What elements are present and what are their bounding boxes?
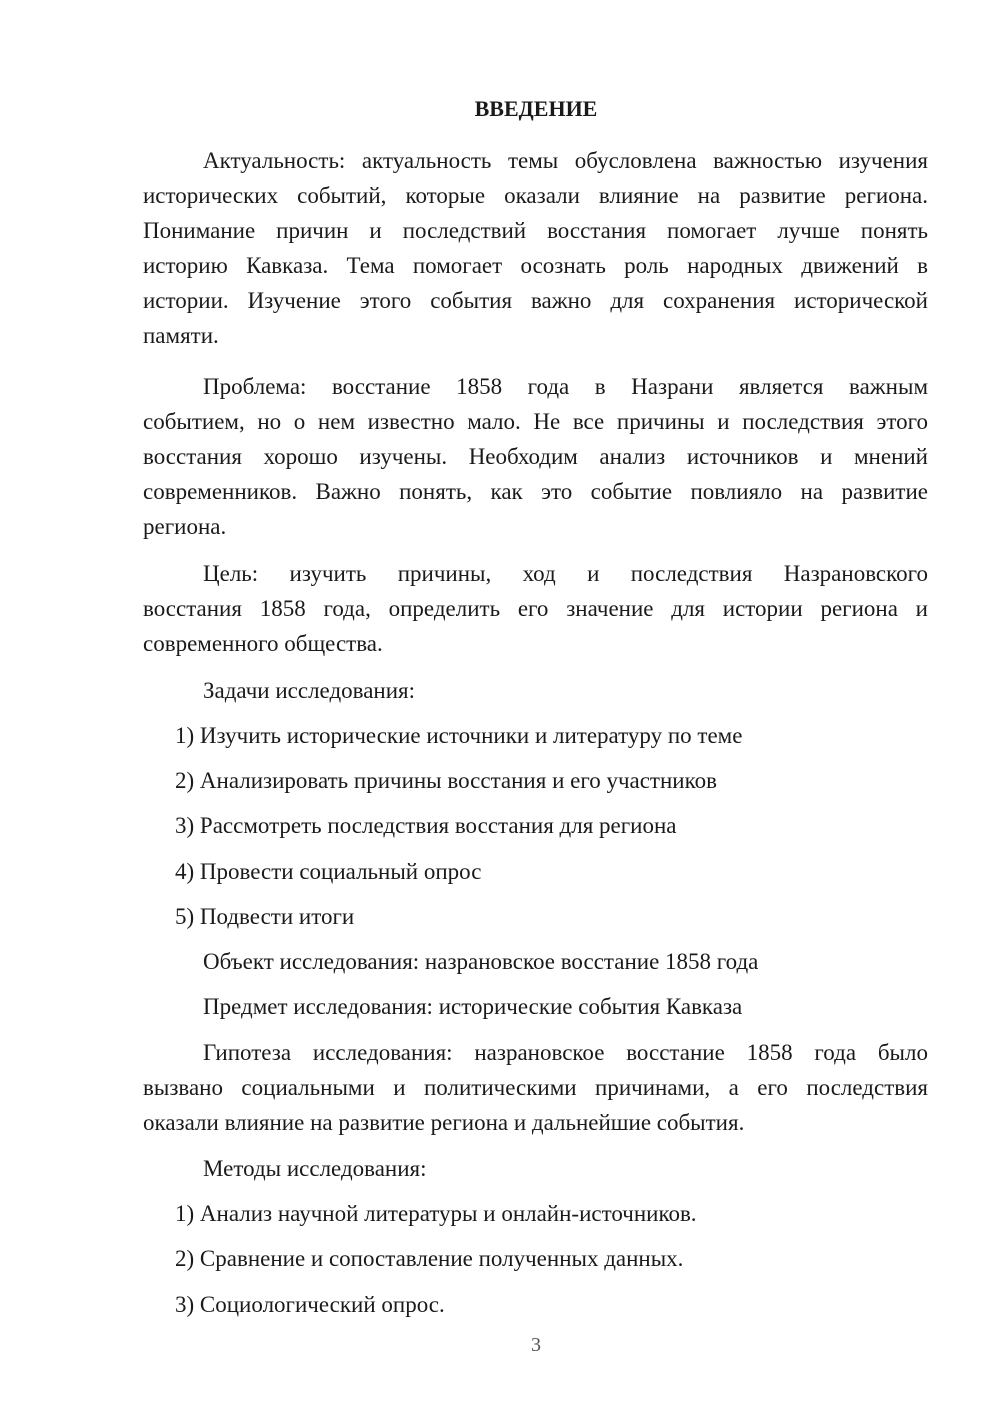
paragraph	[143, 143, 928, 353]
list-item	[143, 899, 928, 934]
page-number: 3	[531, 1334, 541, 1356]
text-line: восстания 1858 года, определить его значение для истории региона и	[143, 596, 928, 621]
text-line: Методы исследования:	[203, 1156, 427, 1181]
text-line: Объект исследования: назрановское восстание 1858 года	[203, 949, 759, 974]
list-item	[143, 763, 928, 798]
text-line: 4) Провести социальный опрос	[175, 859, 482, 884]
paragraph	[143, 1035, 928, 1140]
text-line: вызвано социальными и политическими причинами, а его последствия	[143, 1075, 928, 1100]
text-line: оказали влияние на развитие региона и дальнейшие события.	[143, 1110, 745, 1135]
text-line: Задачи исследования:	[203, 678, 416, 703]
paragraph	[143, 944, 928, 979]
text-line: восстания хорошо изучены. Необходим анализ источников и мнений	[143, 444, 928, 469]
paragraph	[143, 369, 928, 544]
text-line: Понимание причин и последствий восстания помогает лучше понять	[143, 218, 928, 243]
text-line: Предмет исследования: исторические события Кавказа	[203, 994, 743, 1019]
list-item	[143, 718, 928, 753]
text-line: 5) Подвести итоги	[175, 904, 355, 929]
text-line: 3) Социологический опрос.	[175, 1292, 445, 1317]
list-item	[143, 1241, 928, 1276]
paragraph	[143, 989, 928, 1024]
text-line: памяти.	[143, 323, 219, 348]
text-line: Цель: изучить причины, ход и последствия Назрановского	[203, 561, 928, 586]
text-line: 1) Изучить исторические источники и литературу по теме	[175, 723, 743, 748]
text-line: современников. Важно понять, как это событие повлияло на развитие	[143, 479, 928, 504]
text-line: 1) Анализ научной литературы и онлайн-источников.	[175, 1201, 697, 1226]
list-item	[143, 854, 928, 889]
text-line: историю Кавказа. Тема помогает осознать роль народных движений в	[143, 253, 928, 278]
text-line: Проблема: восстание 1858 года в Назрани является важным	[203, 374, 928, 399]
text-line: исторических событий, которые оказали влияние на развитие региона.	[143, 183, 928, 208]
paragraph	[143, 556, 928, 661]
text-line: региона.	[143, 514, 227, 539]
text-line: 3) Рассмотреть последствия восстания для региона	[175, 813, 677, 838]
paragraph	[143, 673, 928, 708]
list-item	[143, 1287, 928, 1322]
text-line: Гипотеза исследования: назрановское восстание 1858 года было	[203, 1040, 928, 1065]
text-line: событием, но о нем известно мало. Не все причины и последствия этого	[143, 409, 928, 434]
list-item	[143, 808, 928, 843]
text-line: 2) Анализировать причины восстания и его участников	[175, 768, 717, 793]
text-line: современного общества.	[143, 631, 383, 656]
paragraph	[143, 1151, 928, 1186]
text-line: Актуальность: актуальность темы обусловлена важностью изучения	[203, 148, 928, 173]
list-item	[143, 1196, 928, 1231]
section-title: ВВЕДЕНИЕ	[474, 96, 598, 121]
text-line: истории. Изучение этого события важно для сохранения исторической	[143, 288, 928, 313]
text-line: 2) Сравнение и сопоставление полученных данных.	[175, 1246, 684, 1271]
